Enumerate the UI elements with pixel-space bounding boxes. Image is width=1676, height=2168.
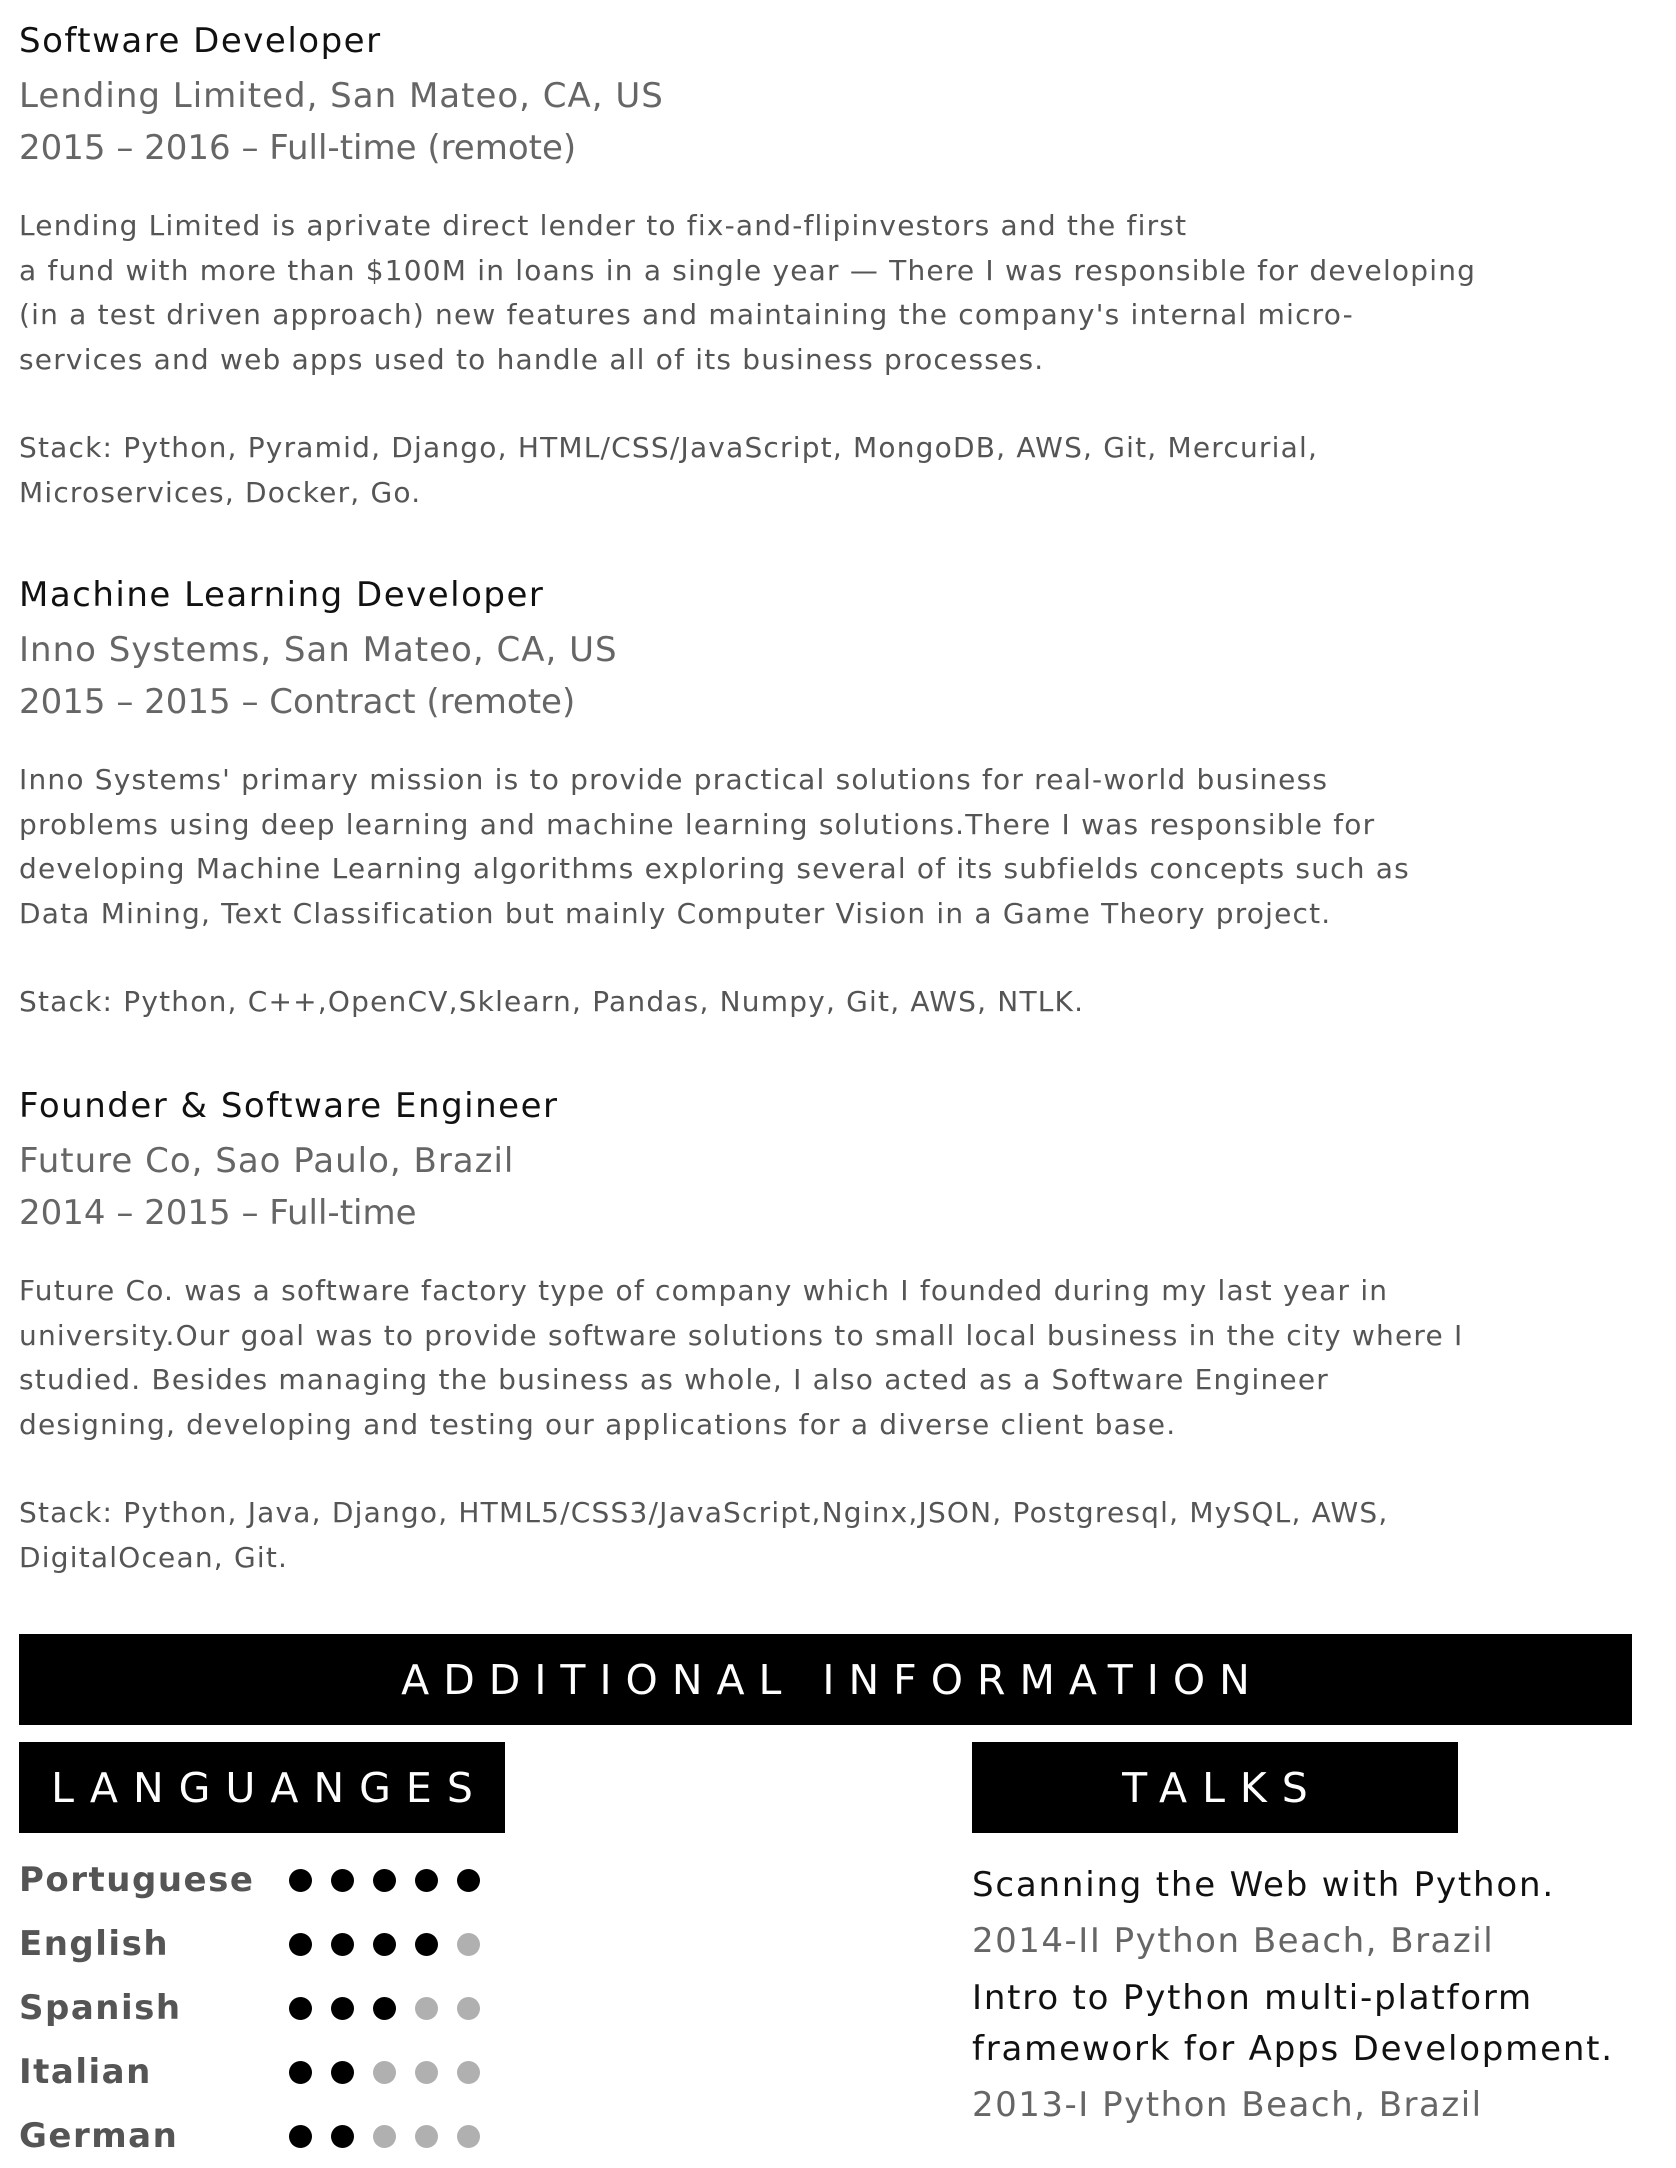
language-name: German [19,2116,179,2156]
proficiency-dot-filled [331,1869,354,1892]
proficiency-dot-empty [373,2125,396,2148]
proficiency-rating [289,2125,480,2148]
talk-meta: 2014-II Python Beach, Brazil [972,1921,1495,1961]
proficiency-dot-filled [289,2061,312,2084]
talk-title: Intro to Python multi-platform framework for Apps Development. [972,1978,1614,2069]
language-name: Portuguese [19,1860,255,1900]
proficiency-dot-filled [415,1933,438,1956]
proficiency-dot-empty [457,1933,480,1956]
job-meta: 2015 – 2016 – Full-time (remote) [19,128,577,168]
proficiency-dot-empty [457,2125,480,2148]
talk-item [972,1860,1652,1967]
talk-list [972,1860,1652,2137]
proficiency-dot-empty [415,2125,438,2148]
job-entry [19,21,1639,515]
proficiency-dot-filled [331,1933,354,1956]
languages-header [19,1742,505,1833]
job-entry [19,575,1639,1025]
job-title: Founder & Software Engineer [19,1086,559,1126]
job-title: Machine Learning Developer [19,575,545,615]
job-company: Inno Systems, San Mateo, CA, US [19,630,618,670]
job-entry [19,1086,1639,1580]
proficiency-dot-filled [331,2125,354,2148]
job-meta: 2014 – 2015 – Full-time [19,1193,417,1233]
job-stack: Stack: Python, Pyramid, Django, HTML/CSS/JavaScript, MongoDB, AWS, Git, Mercurial, Microservices, Docker, Go. [19,431,1319,509]
language-row [19,2104,619,2168]
proficiency-dot-empty [373,2061,396,2084]
proficiency-dot-filled [331,2061,354,2084]
language-row [19,2040,619,2104]
section-heading: ADDITIONAL INFORMATION [401,1655,1264,1704]
language-row [19,1912,619,1976]
talk-title: Scanning the Web with Python. [972,1865,1555,1905]
job-company: Future Co, Sao Paulo, Brazil [19,1141,515,1181]
proficiency-dot-filled [289,2125,312,2148]
proficiency-dot-filled [373,1997,396,2020]
language-name: Spanish [19,1988,182,2028]
talk-item [972,1973,1652,2131]
proficiency-rating [289,1997,480,2020]
proficiency-dot-filled [373,1869,396,1892]
proficiency-rating [289,1933,480,1956]
languages-heading: LANGUANGES [51,1763,488,1812]
proficiency-dot-filled [415,1869,438,1892]
proficiency-dot-filled [331,1997,354,2020]
job-description: Inno Systems' primary mission is to provide practical solutions for real-world business problems using deep learning and machine learning solutions.There I was responsible for developing Machine Learning algorithms exploring several of its subfields concepts such as Data Mining, Text Classification but mainly Computer Vision in a Game Theory project. [19,763,1410,930]
proficiency-dot-filled [289,1933,312,1956]
proficiency-rating [289,1869,480,1892]
proficiency-rating [289,2061,480,2084]
talks-header [972,1742,1458,1833]
language-row [19,1848,619,1912]
language-list [19,1848,619,2168]
proficiency-dot-filled [289,1869,312,1892]
language-row [19,1976,619,2040]
proficiency-dot-filled [373,1933,396,1956]
job-title: Software Developer [19,21,382,61]
language-name: Italian [19,2052,152,2092]
language-name: English [19,1924,170,1964]
job-description: Future Co. was a software factory type of company which I founded during my last year in university.Our goal was to provide software solutions to small local business in the city where I studied. Besides managing the business as whole, I also acted as a Software Engineer designing, developing and testing our applications for a diverse client base. [19,1274,1464,1441]
proficiency-dot-filled [289,1997,312,2020]
job-stack: Stack: Python, C++,OpenCV,Sklearn, Pandas, Numpy, Git, AWS, NTLK. [19,985,1085,1018]
job-description: Lending Limited is aprivate direct lender to fix-and-flipinvestors and the first a fund with more than $100M in loans in a single year — There I was responsible for developing (in a test driven approach) new features and maintaining the company's internal micro- services and web apps used to handle all of its business processes. [19,209,1477,376]
talks-heading: TALKS [1122,1763,1323,1812]
proficiency-dot-empty [415,1997,438,2020]
talk-meta: 2013-I Python Beach, Brazil [972,2085,1483,2125]
job-stack: Stack: Python, Java, Django, HTML5/CSS3/JavaScript,Nginx,JSON, Postgresql, MySQL, AWS, DigitalOcean, Git. [19,1496,1389,1574]
proficiency-dot-empty [457,1997,480,2020]
job-company: Lending Limited, San Mateo, CA, US [19,76,664,116]
proficiency-dot-filled [457,1869,480,1892]
proficiency-dot-empty [457,2061,480,2084]
job-meta: 2015 – 2015 – Contract (remote) [19,682,576,722]
additional-information-banner [19,1634,1632,1725]
proficiency-dot-empty [415,2061,438,2084]
